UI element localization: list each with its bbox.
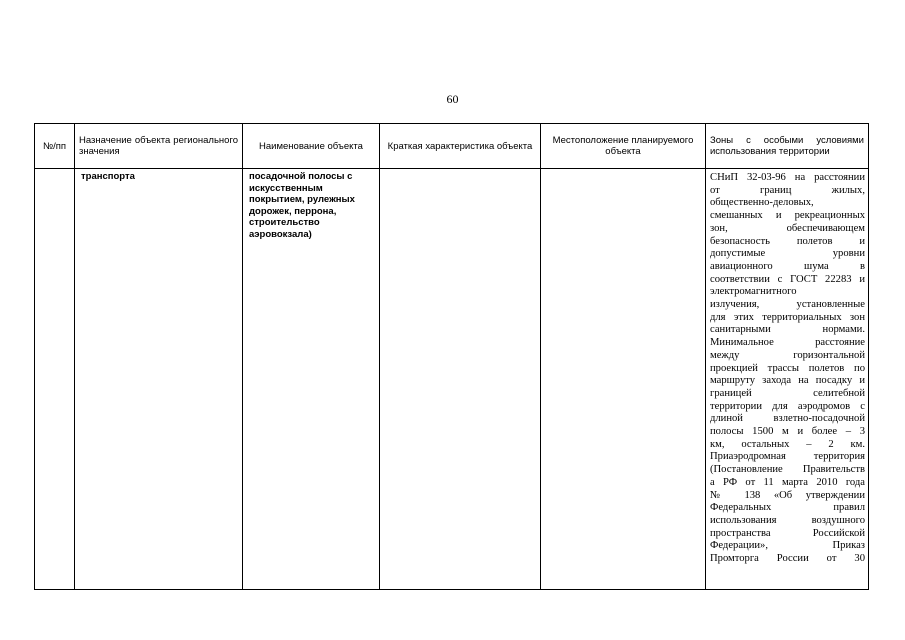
- zones-line: Минимальное расстояние: [710, 337, 865, 349]
- cell-num-text: [35, 169, 74, 171]
- zones-line: № 138 «Об утверждении: [710, 489, 865, 501]
- header-num-label: №/пп: [42, 140, 67, 152]
- zones-line: Федерации», Приказ: [710, 540, 865, 552]
- header-name-label: Наименование объекта: [259, 140, 363, 152]
- zones-line: длиной взлетно-посадочной: [710, 413, 865, 425]
- cell-num: [35, 169, 75, 590]
- cell-brief-text: [380, 169, 540, 171]
- header-location: [541, 124, 706, 169]
- header-purpose: [75, 124, 243, 169]
- cell-name-text: посадочной полосы с искусственным покрытием, рулежных дорожек, перрона, строительство аэровокзала): [249, 171, 355, 240]
- zones-line: территории для аэродромов с: [710, 400, 865, 412]
- zones-line: а РФ от 11 марта 2010 года: [710, 476, 865, 488]
- header-zones-label: Зоны с особыми условиями использования территории: [710, 135, 864, 157]
- zones-line: безопасность полетов и: [710, 235, 865, 247]
- header-location-label: Местоположение планируемого объекта: [552, 135, 694, 157]
- zones-line: авиационного шума в: [710, 260, 865, 272]
- zones-line: Приаэродромная территория: [710, 451, 865, 463]
- zones-line: электромагнитного: [710, 286, 797, 298]
- header-brief: [380, 124, 541, 169]
- cell-purpose-text: транспорта: [81, 171, 135, 182]
- zones-line: использования воздушного: [710, 514, 865, 526]
- zones-line: общественно-деловых,: [710, 197, 814, 209]
- cell-name: [243, 169, 380, 590]
- zones-line: (Постановление Правительств: [710, 464, 865, 476]
- zones-line: зон, обеспечивающем: [710, 222, 865, 234]
- header-zones: [706, 124, 869, 169]
- zones-line: полосы 1500 м и более – 3: [710, 426, 865, 438]
- zones-line: маршруту захода на посадку и: [710, 375, 865, 387]
- cell-brief: [380, 169, 541, 590]
- zones-line: км, остальных – 2 км.: [710, 438, 865, 450]
- cell-purpose: [75, 169, 243, 590]
- table-header-row: [35, 124, 869, 169]
- cell-zones-text: [706, 169, 868, 566]
- zones-line: санитарными нормами.: [710, 324, 865, 336]
- header-purpose-label: Назначение объекта регионального значения: [79, 135, 238, 157]
- cell-location-text: [541, 169, 705, 171]
- zones-line: проекцией трассы полетов по: [710, 362, 865, 374]
- zones-line: от границ жилых,: [710, 184, 865, 196]
- header-brief-label: Краткая характеристика объекта: [387, 140, 533, 152]
- zones-line: соответствии с ГОСТ 22283 и: [710, 273, 865, 285]
- zones-line: границей селитебной: [710, 387, 865, 399]
- zones-line: допустимые уровни: [710, 248, 865, 260]
- zones-line: излучения, установленные: [710, 299, 865, 311]
- header-num: [35, 124, 75, 169]
- table-row: [35, 169, 869, 590]
- zones-line: для этих территориальных зон: [710, 311, 865, 323]
- cell-location: [541, 169, 706, 590]
- header-name: [243, 124, 380, 169]
- zones-line: Федеральных правил: [710, 502, 865, 514]
- zones-line: пространства Российской: [710, 527, 865, 539]
- zones-line: между горизонтальной: [710, 349, 865, 361]
- cell-zones: [706, 169, 869, 590]
- regional-objects-table: [34, 123, 869, 590]
- zones-line: смешанных и рекреационных: [710, 210, 865, 222]
- zones-line: СНиП 32-03-96 на расстоянии: [710, 172, 865, 183]
- page-number: 60: [446, 92, 459, 106]
- zones-line: Промторга России от 30: [710, 553, 865, 565]
